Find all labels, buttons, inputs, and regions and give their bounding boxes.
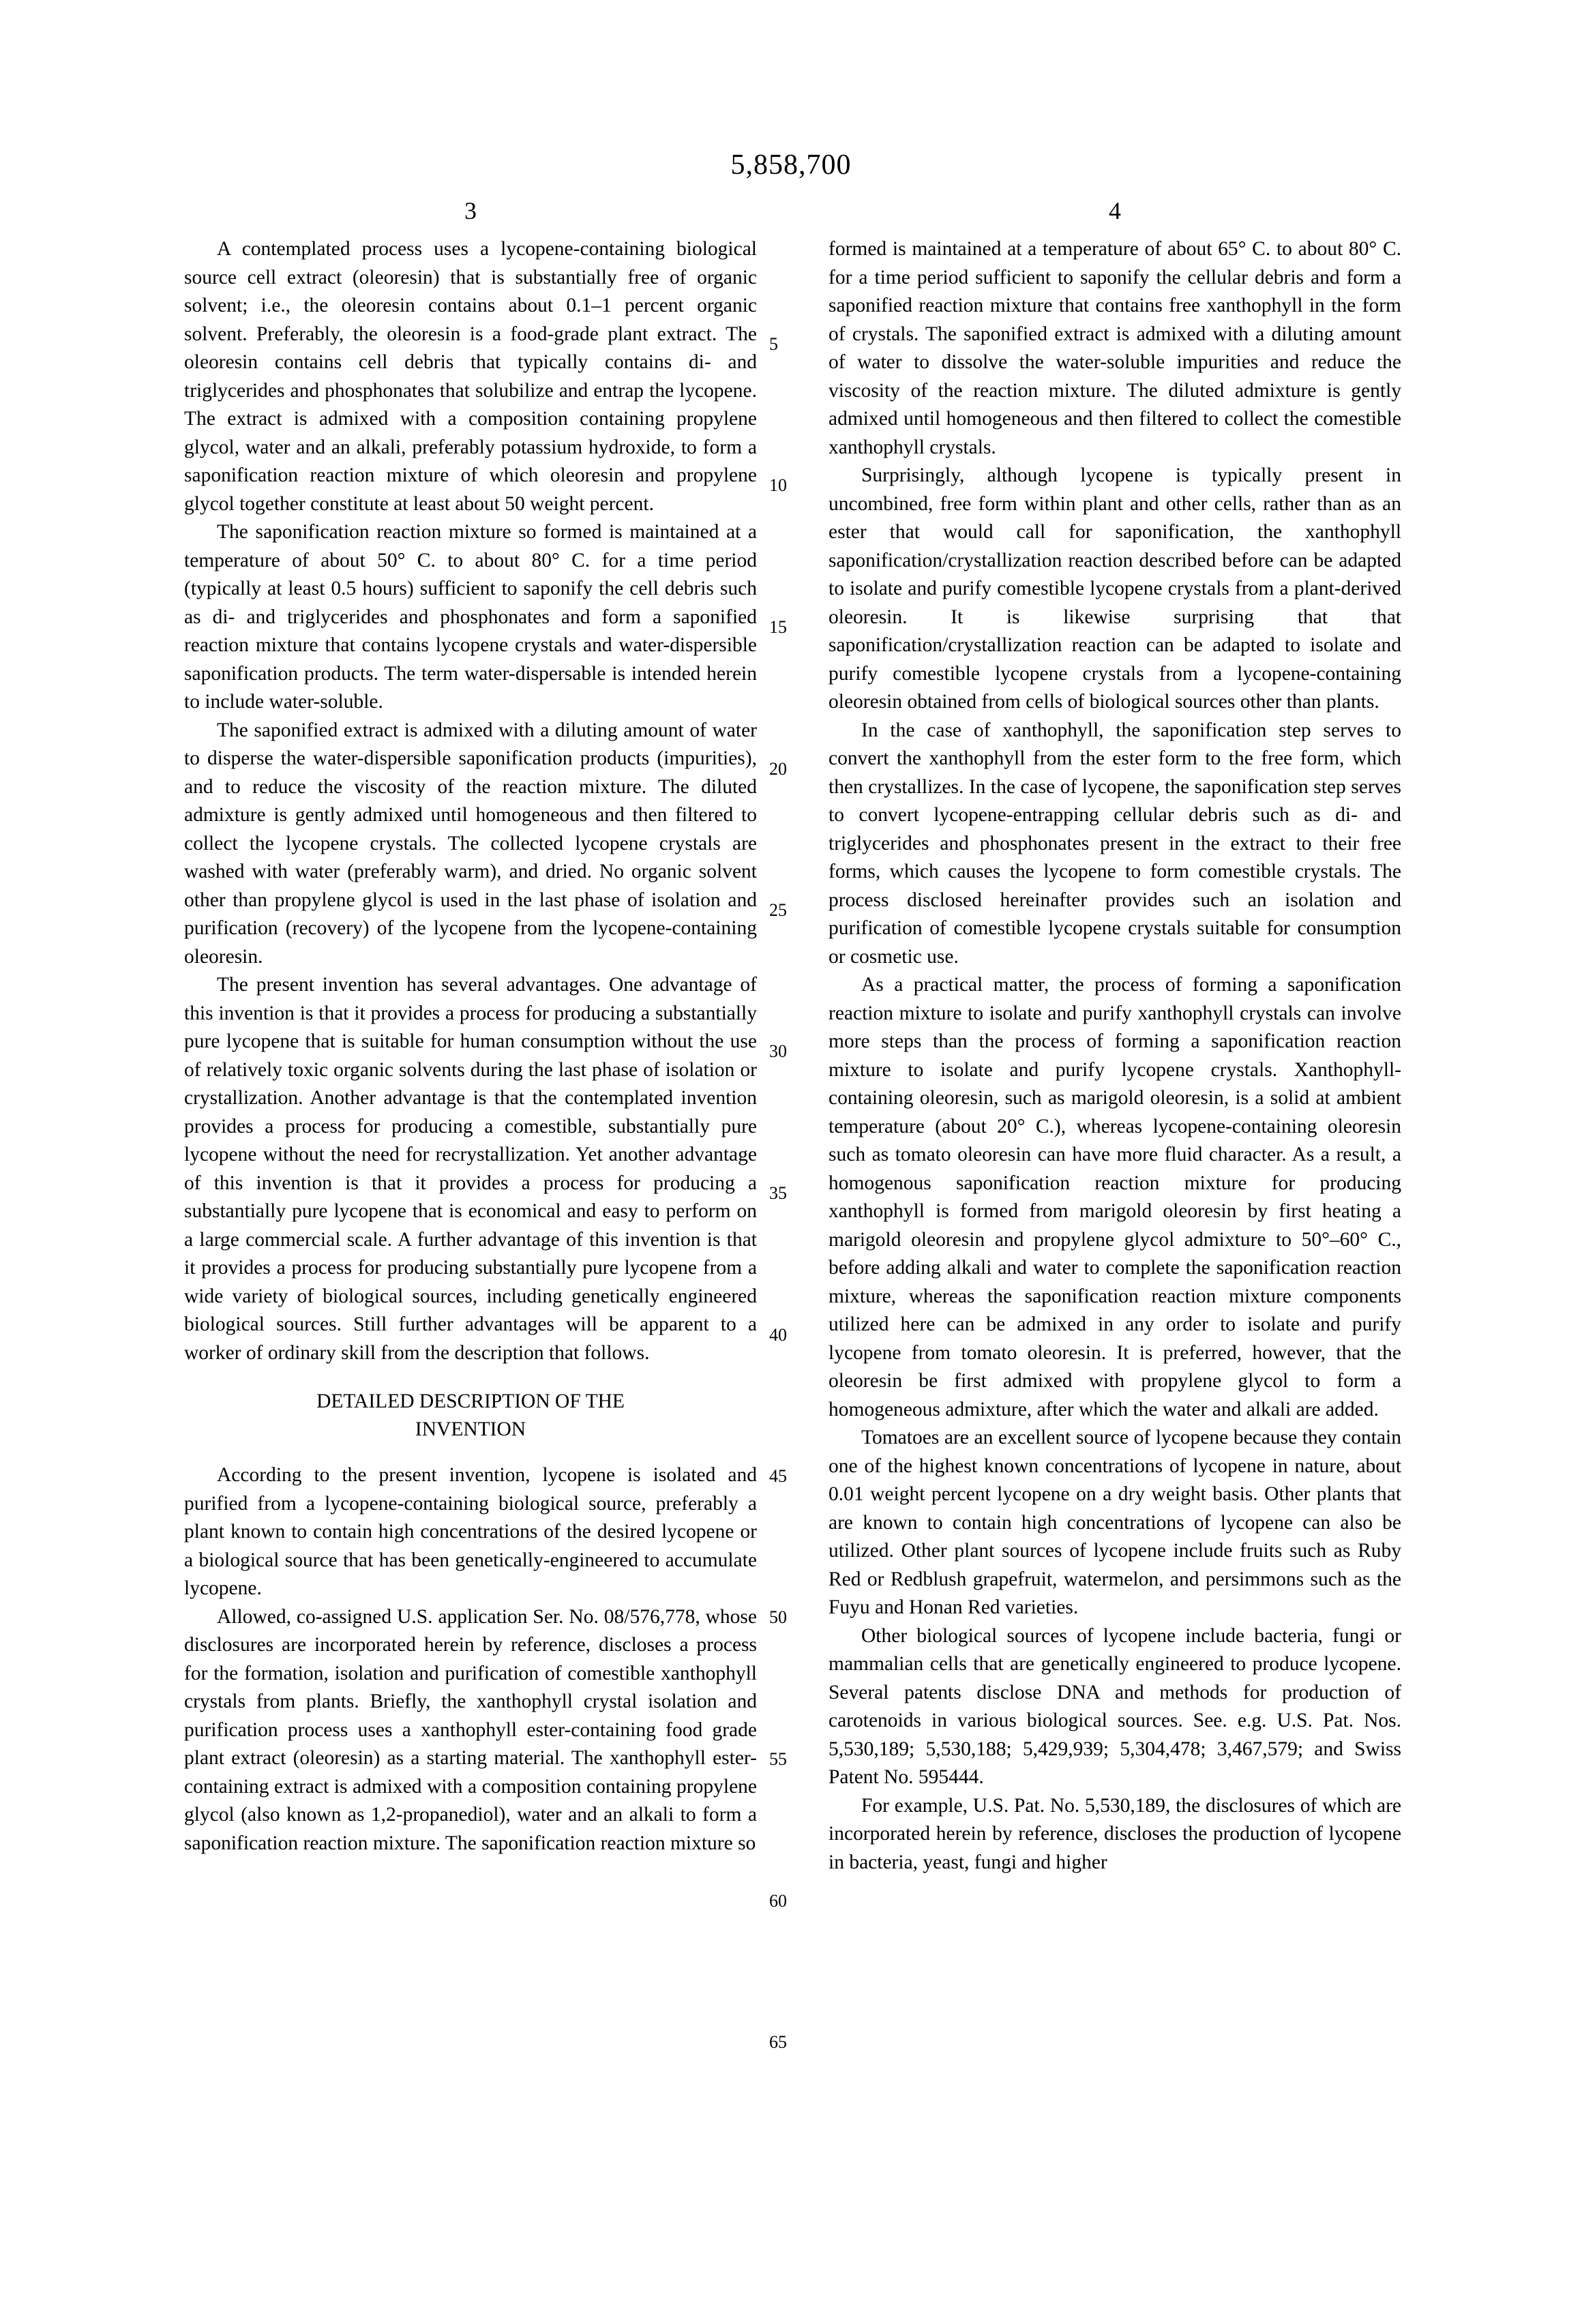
line-number: 25 <box>769 900 787 920</box>
paragraph: As a practical matter, the process of forming a saponification reaction mixture to isolate and purify xanthophyll crystals can involve more steps than the process of forming a saponification reaction mixture to isolate and purify lycopene crystals. Xanthophyll-containing oleoresin, such as marigold oleoresin, is a solid at ambient temperature (about 20° C.), whereas lycopene-containing oleoresin such as tomato oleoresin can have more fluid character. As a result, a homogenous saponification reaction mixture for producing xanthophyll is formed from marigold oleoresin by first heating a marigold oleoresin and propylene glycol admixture to 50°–60° C., before adding alkali and water to complete the saponification reaction mixture, whereas the saponification reaction mixture components utilized here can be admixed in any order to isolate and purify lycopene from tomato oleoresin. It is preferred, however, that the oleoresin be first admixed with propylene glycol to form a homogeneous admixture, after which the water and alkali are added. <box>829 974 1401 1420</box>
line-number: 20 <box>769 759 787 779</box>
line-number: 45 <box>769 1466 787 1486</box>
column-header-left: 3 <box>464 197 477 224</box>
line-number: 60 <box>769 1891 787 1911</box>
column-right <box>829 235 1401 1877</box>
paragraph: Allowed, co-assigned U.S. application Ser. No. 08/576,778, whose disclosures are incorporated herein by reference, discloses a process for the formation, isolation and purification of comestible xanthophyll crystals from plants. Briefly, the xanthophyll crystal isolation and purification process uses a xanthophyll ester-containing food grade plant extract (oleoresin) as a starting material. The xanthophyll ester-containing extract is admixed with a composition containing propylene glycol (also known as 1,2-propanediol), water and an alkali to form a saponification reaction mixture. The saponification reaction mixture so <box>184 1605 757 1854</box>
section-heading-line1: DETAILED DESCRIPTION OF THE <box>316 1390 625 1412</box>
paragraph: The present invention has several advantages. One advantage of this invention is that it provides a process for producing a substantially pure lycopene that is suitable for human consumption without the use of relatively toxic organic solvents during the last phase of isolation or crystallization. Another advantage is that the contemplated invention provides a process for producing a comestible, substantially pure lycopene without the need for recrystallization. Yet another advantage of this invention is that it provides a process for producing a substantially pure lycopene that is economical and easy to perform on a large commercial scale. A further advantage of this invention is that it provides a process for producing substantially pure lycopene from a wide variety of biological sources, including genetically engineered biological sources. Still further advantages will be apparent to a worker of ordinary skill from the description that follows. <box>184 974 757 1364</box>
line-number: 55 <box>769 1749 787 1769</box>
line-number: 15 <box>769 617 787 637</box>
paragraph: The saponification reaction mixture so formed is maintained at a temperature of about 50° C. to about 80° C. for a time period (typically at least 0.5 hours) sufficient to saponify the cell debris such as di- and triglycerides and phosphonates and form a saponified reaction mixture that contains lycopene crystals and water-dispersible saponification products. The term water-dispersable is intended herein to include water-soluble. <box>184 521 757 713</box>
paragraph: A contemplated process uses a lycopene-containing biological source cell extract (oleoresin) that is substantially free of organic solvent; i.e., the oleoresin contains about 0.1–1 percent organic solvent. Preferably, the oleoresin is a food-grade plant extract. The oleoresin contains cell debris that typically contains di- and triglycerides and phosphonates that solubilize and entrap the lycopene. The extract is admixed with a composition containing propylene glycol, water and an alkali, preferably potassium hydroxide, to form a saponification reaction mixture of which oleoresin and propylene glycol together constitute at least about 50 weight percent. <box>184 238 757 515</box>
line-number: 65 <box>769 2032 787 2052</box>
line-number: 5 <box>769 334 778 354</box>
paragraph: According to the present invention, lycopene is isolated and purified from a lycopene-containing biological source, preferably a plant known to contain high concentrations of the desired lycopene or a biological source that has been genetically-engineered to accumulate lycopene. <box>184 1464 757 1599</box>
line-number: 30 <box>769 1041 787 1061</box>
paragraph: formed is maintained at a temperature of about 65° C. to about 80° C. for a time period sufficient to saponify the cellular debris and form a saponified reaction mixture that contains free xanthophyll in the form of crystals. The saponified extract is admixed with a diluting amount of water to dissolve the water-soluble impurities and reduce the viscosity of the reaction mixture. The diluted admixture is gently admixed until homogeneous and then filtered to collect the comestible xanthophyll crystals. <box>829 238 1401 458</box>
line-number: 40 <box>769 1325 787 1345</box>
paragraph: Surprisingly, although lycopene is typically present in uncombined, free form within plant and other cells, rather than as an ester that would call for saponification, the xanthophyll saponification/crystallization reaction described before can be adapted to isolate and purify comestible lycopene crystals from a plant-derived oleoresin. It is likewise surprising that that saponification/crystallization reaction can be adapted to isolate and purify comestible lycopene crystals from a lycopene-containing oleoresin obtained from cells of biological sources other than plants. <box>829 464 1401 713</box>
line-number: 10 <box>769 475 787 495</box>
column-left <box>184 235 757 1858</box>
paragraph: For example, U.S. Pat. No. 5,530,189, the disclosures of which are incorporated herein by reference, discloses the production of lycopene in bacteria, yeast, fungi and higher <box>829 1794 1401 1873</box>
section-heading-line2: INVENTION <box>415 1418 526 1440</box>
paragraph: In the case of xanthophyll, the saponification step serves to convert the xanthophyll from the ester form to the free form, which then crystallizes. In the case of lycopene, the saponification step serves to convert lycopene-entrapping cellular debris such as di- and triglycerides and phosphonates present in the extract to their free forms, which causes the lycopene to form comestible crystals. The process disclosed hereinafter provides such an isolation and purification of comestible lycopene crystals suitable for consumption or cosmetic use. <box>829 719 1401 968</box>
paragraph: Other biological sources of lycopene include bacteria, fungi or mammalian cells that are genetically engineered to produce lycopene. Several patents disclose DNA and methods for production of carotenoids in various biological sources. See. e.g. U.S. Pat. Nos. 5,530,189; 5,530,188; 5,429,939; 5,304,478; 3,467,579; and Swiss Patent No. 595444. <box>829 1624 1401 1788</box>
column-header-right: 4 <box>1109 197 1121 224</box>
line-number: 50 <box>769 1607 787 1627</box>
patent-number: 5,858,700 <box>730 149 852 181</box>
line-number: 35 <box>769 1183 787 1203</box>
paragraph: The saponified extract is admixed with a diluting amount of water to disperse the water-dispersible saponification products (impurities), and to reduce the viscosity of the reaction mixture. The diluted admixture is gently admixed until homogeneous and then filtered to collect the lycopene crystals. The collected lycopene crystals are washed with water (preferably warm), and dried. No organic solvent other than propylene glycol is used in the last phase of isolation and purification (recovery) of the lycopene from the lycopene-containing oleoresin. <box>184 719 757 968</box>
paragraph: Tomatoes are an excellent source of lycopene because they contain one of the highest known concentrations of lycopene in nature, about 0.01 weight percent lycopene on a dry weight basis. Other plants that are known to contain high concentrations of lycopene can also be utilized. Other plant sources of lycopene include fruits such as Ruby Red or Redblush grapefruit, watermelon, and persimmons such as the Fuyu and Honan Red varieties. <box>829 1427 1401 1618</box>
